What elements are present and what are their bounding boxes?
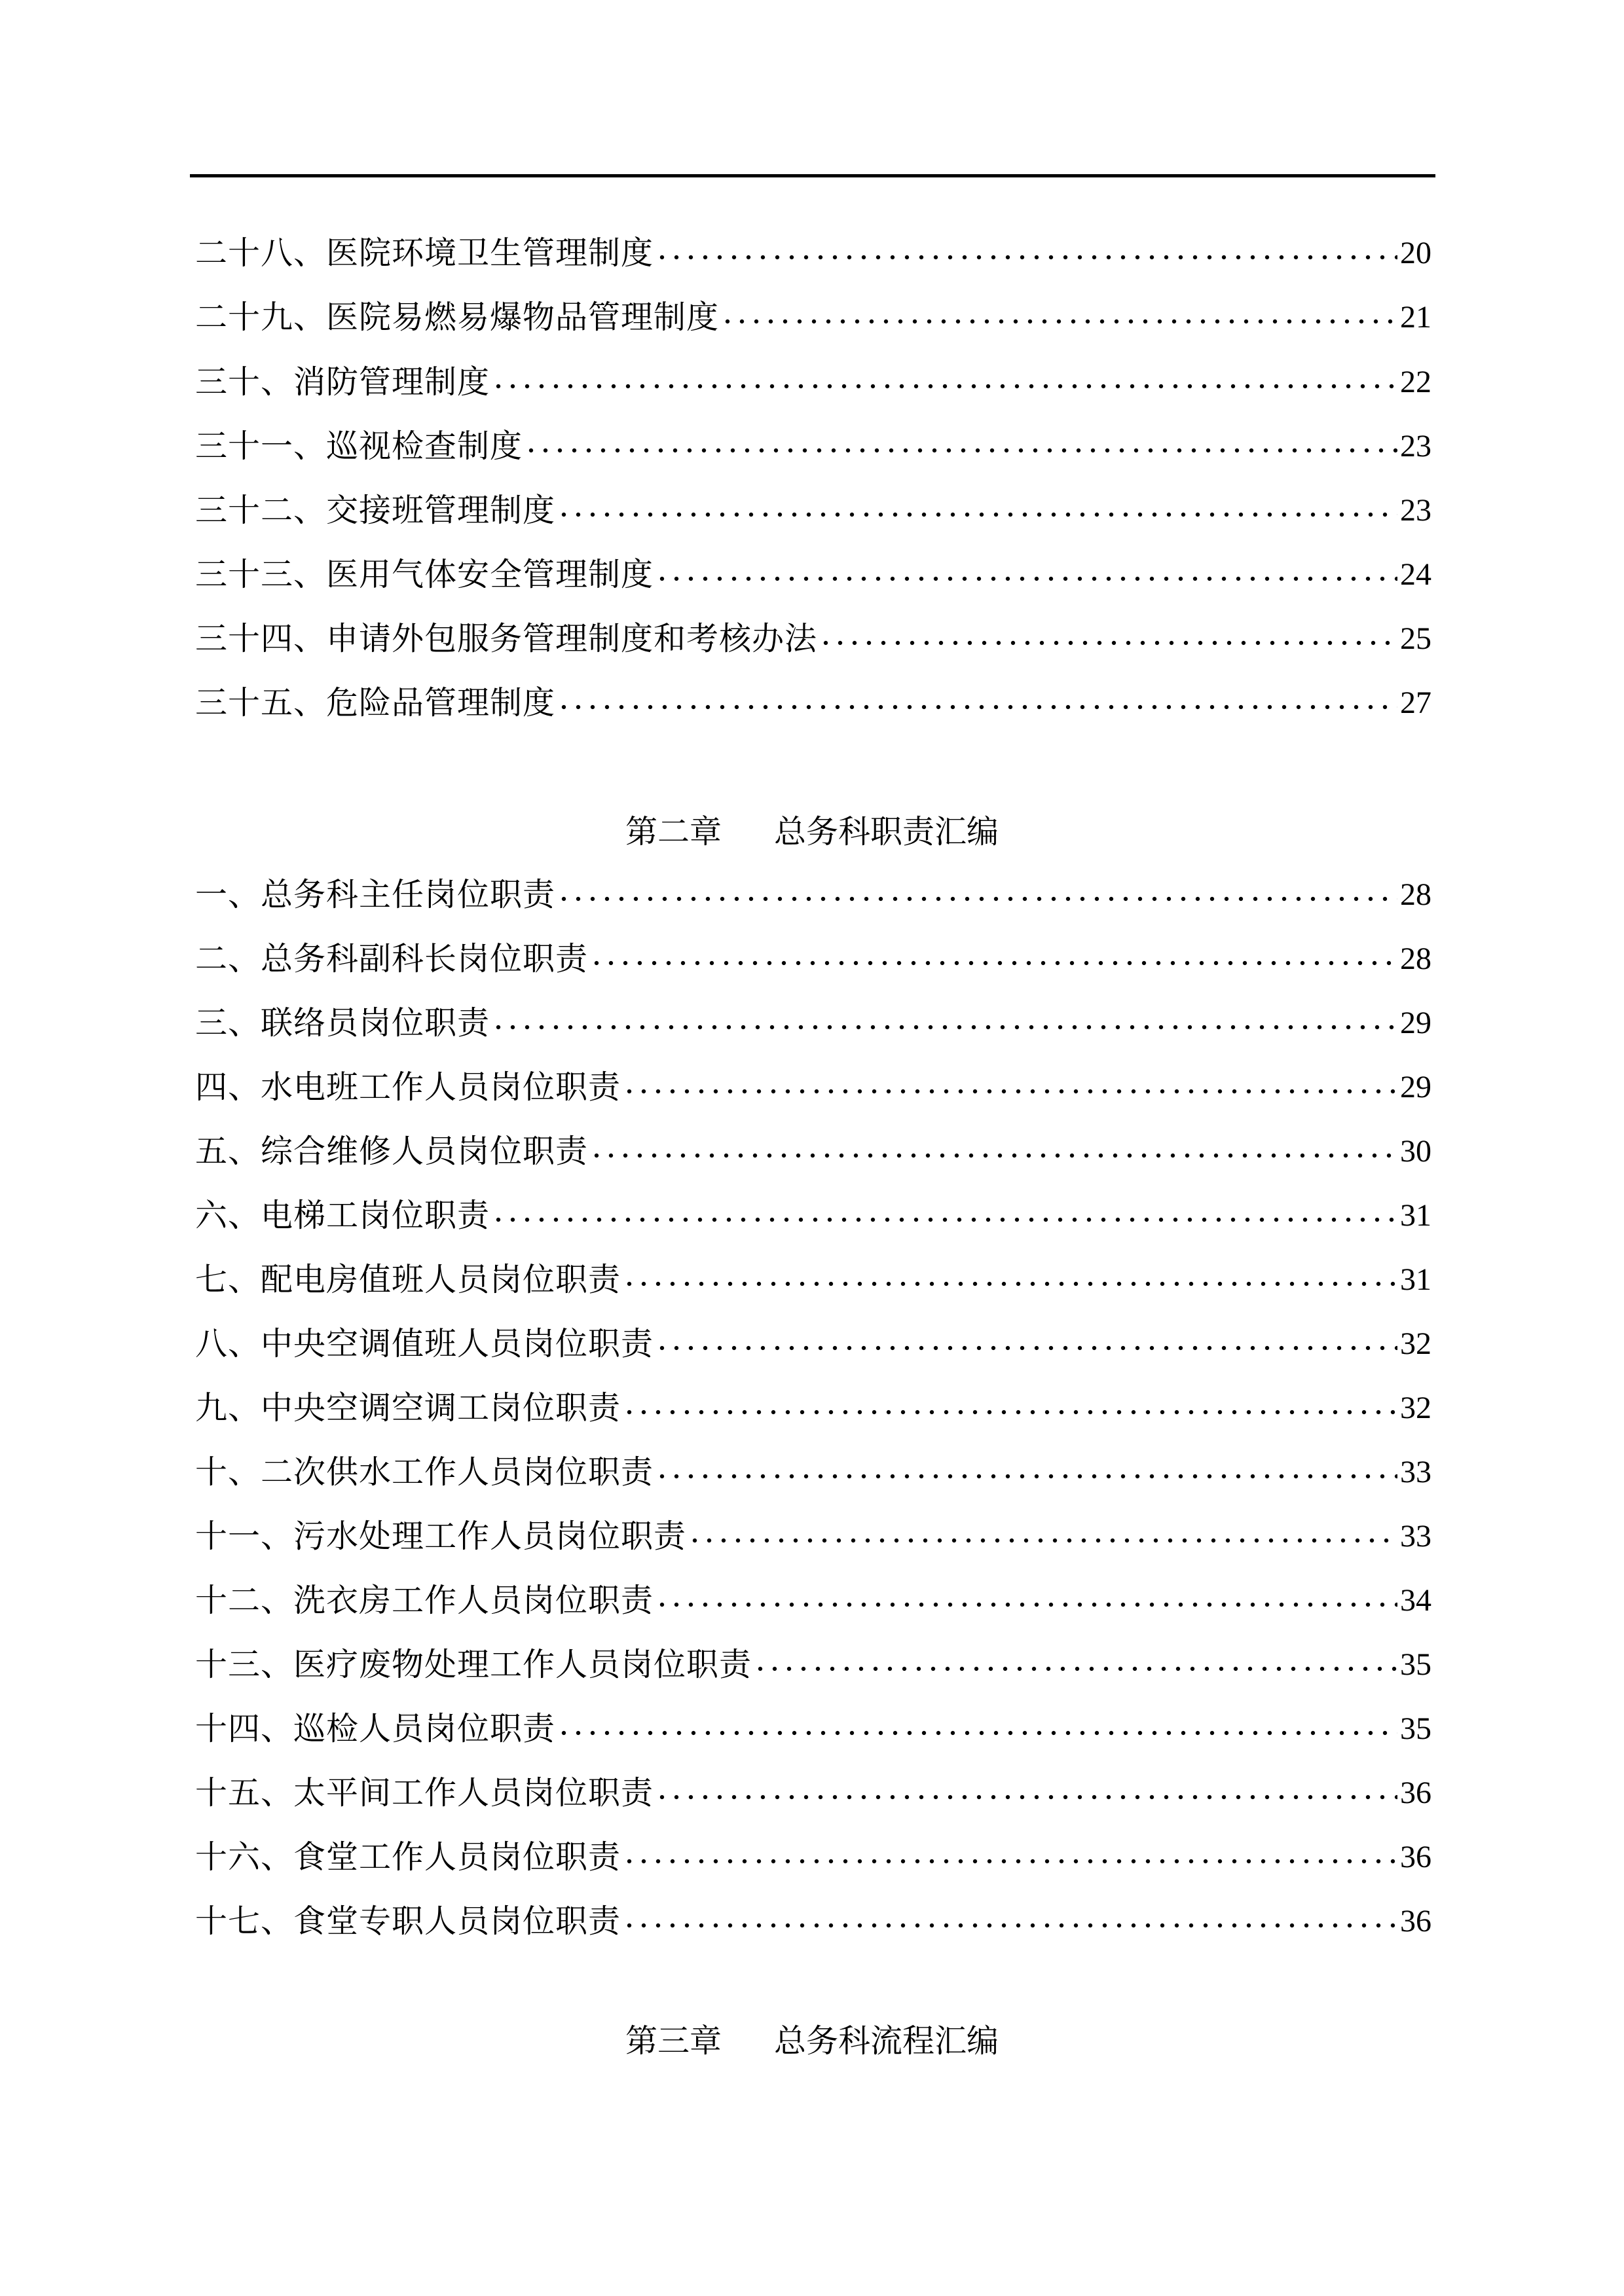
header-rule <box>190 174 1435 177</box>
chapter-title: 总务科职责汇编 <box>774 814 999 850</box>
toc-entry-label: 十三、医疗废物处理工作人员岗位职责 <box>195 1647 752 1683</box>
dot-leader <box>557 704 1397 710</box>
chapter-number: 第三章 <box>625 2023 722 2059</box>
toc-entry[interactable] <box>195 1581 1431 1620</box>
toc-entry-page: 24 <box>1400 557 1431 592</box>
toc-entry-page: 29 <box>1400 1070 1431 1104</box>
toc-entry-label: 二十八、医院环境卫生管理制度 <box>195 235 654 271</box>
toc-entry[interactable] <box>195 1196 1431 1235</box>
dot-leader <box>720 318 1397 325</box>
toc-entry-page: 22 <box>1400 365 1431 399</box>
toc-entry-page: 36 <box>1400 1904 1431 1939</box>
toc-entry-label: 一、总务科主任岗位职责 <box>195 877 556 913</box>
toc-entry-page: 36 <box>1400 1776 1431 1810</box>
chapter-title: 总务科流程汇编 <box>774 2023 999 2059</box>
dot-leader <box>589 960 1397 966</box>
toc-entry-label: 九、中央空调空调工岗位职责 <box>195 1390 621 1426</box>
toc-entry-label: 三十、消防管理制度 <box>195 364 490 400</box>
toc-entry-page: 36 <box>1400 1840 1431 1874</box>
toc-entry-page: 21 <box>1400 300 1431 335</box>
dot-leader <box>688 1537 1397 1544</box>
toc-entry[interactable] <box>195 1774 1431 1813</box>
toc-entry-label: 十、二次供水工作人员岗位职责 <box>195 1454 654 1490</box>
toc-entry-page: 20 <box>1400 236 1431 270</box>
toc-entry-label: 三十一、巡视检查制度 <box>195 428 523 464</box>
chapter-heading <box>0 2022 1624 2061</box>
dot-leader <box>622 1088 1397 1095</box>
toc-entry[interactable] <box>195 234 1431 273</box>
toc-entry[interactable] <box>195 1902 1431 1941</box>
toc-entry[interactable] <box>195 1517 1431 1556</box>
dot-leader <box>491 383 1397 390</box>
toc-entry-label: 三、联络员岗位职责 <box>195 1005 490 1041</box>
toc-entry-page: 28 <box>1400 877 1431 912</box>
toc-entry[interactable] <box>195 491 1431 530</box>
toc-entry[interactable] <box>195 619 1431 659</box>
toc-entry-page: 35 <box>1400 1711 1431 1746</box>
dot-leader <box>622 1409 1397 1415</box>
dot-leader <box>655 575 1397 582</box>
dot-leader <box>655 1601 1397 1608</box>
toc-entry-page: 34 <box>1400 1583 1431 1618</box>
toc-entry[interactable] <box>195 1260 1431 1300</box>
toc-entry-label: 十一、污水处理工作人员岗位职责 <box>195 1518 687 1554</box>
dot-leader <box>491 1024 1397 1030</box>
toc-entry[interactable] <box>195 683 1431 723</box>
toc-entry-label: 三十五、危险品管理制度 <box>195 685 556 721</box>
toc-entry-label: 十五、太平间工作人员岗位职责 <box>195 1775 654 1811</box>
dot-leader <box>622 1922 1397 1929</box>
toc-entry-page: 33 <box>1400 1455 1431 1489</box>
dot-leader <box>557 1730 1397 1736</box>
toc-entry-label: 二、总务科副科长岗位职责 <box>195 941 589 977</box>
toc-entry-label: 十二、洗衣房工作人员岗位职责 <box>195 1582 654 1618</box>
dot-leader <box>589 1152 1397 1159</box>
dot-leader <box>557 511 1397 518</box>
toc-entry[interactable] <box>195 1068 1431 1107</box>
dot-leader <box>655 1794 1397 1800</box>
toc-entry-label: 三十二、交接班管理制度 <box>195 492 556 528</box>
chapter-number: 第二章 <box>625 814 722 850</box>
toc-entry-label: 五、综合维修人员岗位职责 <box>195 1133 589 1169</box>
toc-entry-page: 32 <box>1400 1391 1431 1425</box>
toc-entry-label: 十四、巡检人员岗位职责 <box>195 1711 556 1747</box>
toc-entry-label: 八、中央空调值班人员岗位职责 <box>195 1326 654 1362</box>
toc-entry[interactable] <box>195 1645 1431 1685</box>
toc-entry-label: 十七、食堂专职人员岗位职责 <box>195 1903 621 1939</box>
toc-entry[interactable] <box>195 1132 1431 1171</box>
toc-entry[interactable] <box>195 875 1431 915</box>
toc-entry[interactable] <box>195 1453 1431 1492</box>
dot-leader <box>655 254 1397 261</box>
toc-entry[interactable] <box>195 1324 1431 1364</box>
dot-leader <box>753 1666 1397 1672</box>
dot-leader <box>622 1858 1397 1865</box>
toc-entry-page: 29 <box>1400 1006 1431 1040</box>
toc-entry-page: 31 <box>1400 1262 1431 1297</box>
toc-entry-label: 三十四、申请外包服务管理制度和考核办法 <box>195 621 818 657</box>
toc-entry-label: 六、电梯工岗位职责 <box>195 1197 490 1233</box>
toc-entry-page: 23 <box>1400 429 1431 464</box>
toc-entry[interactable] <box>195 363 1431 402</box>
toc-entry[interactable] <box>195 1838 1431 1877</box>
toc-entry-label: 二十九、医院易燃易爆物品管理制度 <box>195 299 720 335</box>
toc-entry-page: 35 <box>1400 1647 1431 1682</box>
toc-entry[interactable] <box>195 298 1431 337</box>
toc-entry[interactable] <box>195 555 1431 594</box>
toc-entry-page: 31 <box>1400 1198 1431 1233</box>
toc-entry-page: 25 <box>1400 621 1431 656</box>
toc-entry-page: 33 <box>1400 1519 1431 1554</box>
toc-entry-label: 三十三、医用气体安全管理制度 <box>195 556 654 592</box>
dot-leader <box>524 447 1397 454</box>
dot-leader <box>819 640 1397 646</box>
toc-entry-page: 27 <box>1400 685 1431 720</box>
toc-entry[interactable] <box>195 939 1431 979</box>
toc-entry-page: 28 <box>1400 941 1431 976</box>
dot-leader <box>655 1345 1397 1351</box>
toc-entry-page: 32 <box>1400 1326 1431 1361</box>
toc-entry-page: 30 <box>1400 1134 1431 1169</box>
toc-entry[interactable] <box>195 1004 1431 1043</box>
toc-entry[interactable] <box>195 427 1431 466</box>
dot-leader <box>622 1281 1397 1287</box>
chapter-heading <box>0 812 1624 852</box>
toc-entry-page: 23 <box>1400 493 1431 528</box>
toc-entry-label: 四、水电班工作人员岗位职责 <box>195 1069 621 1105</box>
toc-entry-label: 七、配电房值班人员岗位职责 <box>195 1262 621 1298</box>
toc-entry-label: 十六、食堂工作人员岗位职责 <box>195 1839 621 1875</box>
toc-entry[interactable] <box>195 1389 1431 1428</box>
toc-entry[interactable] <box>195 1709 1431 1749</box>
dot-leader <box>655 1473 1397 1480</box>
dot-leader <box>557 896 1397 902</box>
dot-leader <box>491 1216 1397 1223</box>
